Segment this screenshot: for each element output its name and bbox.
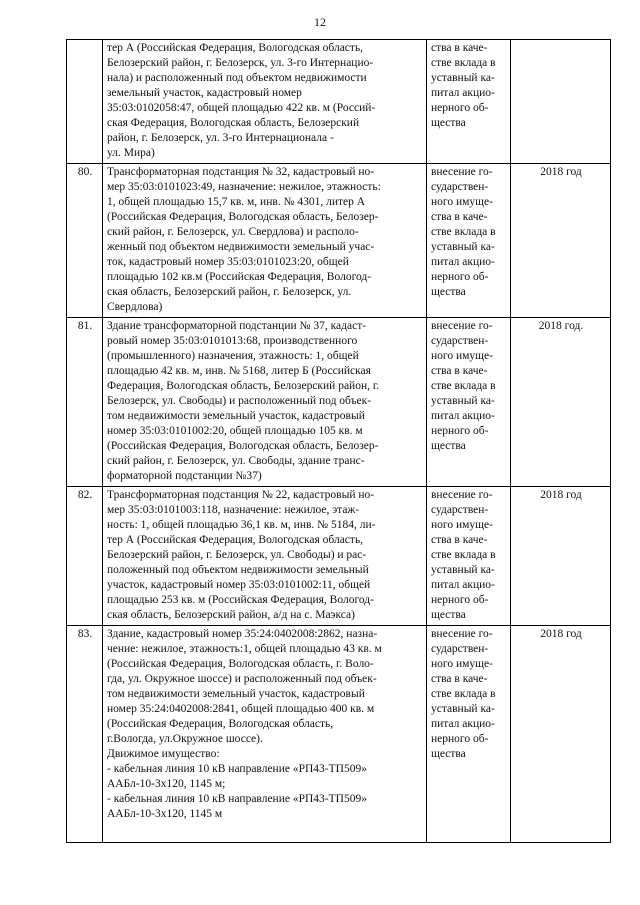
table-row (67, 626, 611, 843)
basis-line: ного имуще- (431, 196, 493, 208)
property-table-body (67, 40, 611, 843)
basis-line: ства в каче- (431, 673, 488, 685)
description-line: Трансформаторная подстанция № 22, кадастровый но- (107, 489, 375, 501)
description-line: нала) и расположенный под объектом недвижимости (107, 72, 367, 84)
description-line: номер 35:24:0402008:2841, общей площадью 400 кв. м (107, 703, 375, 715)
description-line: Здание, кадастровый номер 35:24:0402008:2862, назна- (107, 628, 378, 640)
description-line: Свердлова) (107, 301, 163, 313)
basis-line: ства в каче- (431, 42, 488, 54)
table-row-continuation (67, 40, 611, 164)
basis-line: ного имуще- (431, 350, 493, 362)
description-line: ская Федерация, Вологодская область, Белозерский (107, 117, 360, 129)
basis-line: щества (431, 440, 466, 452)
row-basis (427, 318, 511, 487)
description-line: район, г. Белозерск, ул. 3-го Интернационала - (107, 132, 334, 144)
basis-line: нерного об- (431, 271, 489, 283)
description-line: тер А (Российская Федерация, Вологодская область, (107, 534, 364, 546)
basis-line: щества (431, 117, 466, 129)
basis-line: щества (431, 609, 466, 621)
description-line: ская область, Белозерский район, г. Белозерск, ул. (107, 286, 352, 298)
basis-line: щества (431, 748, 466, 760)
row-description (103, 164, 427, 318)
basis-line: уставный ка- (431, 395, 495, 407)
description-line: гда, ул. Окружное шоссе) и расположенный под объек- (107, 673, 377, 685)
basis-line: ного имуще- (431, 658, 493, 670)
row-description (103, 626, 427, 843)
basis-line: питал акцио- (431, 718, 495, 730)
description-line: (Российская Федерация, Вологодская область, Белозер- (107, 211, 379, 223)
basis-line: питал акцио- (431, 579, 495, 591)
basis-line: сударствен- (431, 335, 489, 347)
description-line: том недвижимости земельный участок, кадастровый (107, 688, 365, 700)
description-line: чение: нежилое, этажность:1, общей площадью 43 кв. м (107, 643, 382, 655)
basis-line: стве вклада в (431, 226, 496, 238)
row-year: 2018 год (511, 487, 611, 626)
basis-line: уставный ка- (431, 72, 495, 84)
description-line: Федерация, Вологодская область, Белозерский район, г. (107, 380, 380, 392)
description-line: ность: 1, общей площадью 36,1 кв. м, инв. № 5184, ли- (107, 519, 376, 531)
description-line: Белозерский район, г. Белозерск, ул. Свободы) и рас- (107, 549, 367, 561)
basis-line: стве вклада в (431, 57, 496, 69)
row-description (103, 487, 427, 626)
basis-line: щества (431, 286, 466, 298)
basis-line: уставный ка- (431, 703, 495, 715)
description-line: площадью 102 кв.м (Российская Федерация, Вологод- (107, 271, 372, 283)
description-line: Движимое имущество: (107, 748, 220, 760)
basis-line: ства в каче- (431, 365, 488, 377)
description-line: мер 35:03:0101003:118, назначение: нежилое, этаж- (107, 504, 360, 516)
row-number (67, 40, 103, 164)
description-line: г.Вологда, ул.Окружное шоссе). (107, 733, 263, 745)
basis-line: нерного об- (431, 733, 489, 745)
description-line: - кабельная линия 10 кВ направление «РП43-ТП509» (107, 793, 367, 805)
description-line: Белозерский район, г. Белозерск, ул. 3-го Интернацио- (107, 57, 374, 69)
basis-line: внесение го- (431, 166, 493, 178)
description-line: 1, общей площадью 15,7 кв. м, инв. № 4301, литер А (107, 196, 366, 208)
description-line: положенный под объектом недвижимости земельный (107, 564, 369, 576)
description-line: форматорной подстанции №37) (107, 470, 262, 482)
table-row (67, 318, 611, 487)
basis-line: внесение го- (431, 489, 493, 501)
description-line: номер 35:03:0101002:20, общей площадью 105 кв. м (107, 425, 363, 437)
row-year: 2018 год (511, 626, 611, 843)
basis-line: питал акцио- (431, 410, 495, 422)
basis-line: уставный ка- (431, 564, 495, 576)
basis-line: стве вклада в (431, 688, 496, 700)
basis-line: ства в каче- (431, 211, 488, 223)
description-line: участок, кадастровый номер 35:03:0101002:11, общей (107, 579, 371, 591)
basis-line: уставный ка- (431, 241, 495, 253)
row-year: 2018 год (511, 164, 611, 318)
description-line: ААБл-10-3х120, 1145 м; (107, 778, 226, 790)
basis-line: внесение го- (431, 628, 493, 640)
row-basis (427, 40, 511, 164)
basis-line: сударствен- (431, 504, 489, 516)
basis-line: питал акцио- (431, 256, 495, 268)
row-number: 83. (67, 626, 103, 843)
basis-line: сударствен- (431, 643, 489, 655)
row-number: 81. (67, 318, 103, 487)
description-line: Здание трансформаторной подстанции № 37, кадаст- (107, 320, 367, 332)
row-number: 82. (67, 487, 103, 626)
description-line: ул. Мира) (107, 147, 155, 159)
description-line: земельный участок, кадастровый номер (107, 87, 302, 99)
row-number: 80. (67, 164, 103, 318)
table-row (67, 487, 611, 626)
description-line: ААБл-10-3х120, 1145 м (107, 808, 223, 820)
basis-line: ного имуще- (431, 519, 493, 531)
basis-line: внесение го- (431, 320, 493, 332)
basis-line: ства в каче- (431, 534, 488, 546)
table-row (67, 164, 611, 318)
row-year (511, 40, 611, 164)
description-line: Белозерск, ул. Свободы) и расположенный под объек- (107, 395, 372, 407)
basis-line: стве вклада в (431, 380, 496, 392)
row-basis (427, 626, 511, 843)
description-line: тер А (Российская Федерация, Вологодская область, (107, 42, 364, 54)
description-line: (Российская Федерация, Вологодская область, Белозер- (107, 440, 379, 452)
description-line: площадью 253 кв. м (Российская Федерация, Вологод- (107, 594, 374, 606)
description-line: (промышленного) назначения, этажность: 1, общей (107, 350, 359, 362)
description-line: ская область, Белозерский район, а/д на с. Маэкса) (107, 609, 355, 621)
row-basis (427, 487, 511, 626)
description-line: мер 35:03:0101023:49, назначение: нежилое, этажность: (107, 181, 381, 193)
row-description (103, 40, 427, 164)
basis-line: нерного об- (431, 425, 489, 437)
description-line: (Российская Федерация, Вологодская область, г. Воло- (107, 658, 374, 670)
row-basis (427, 164, 511, 318)
description-line: 35:03:0102058:47, общей площадью 422 кв. м (Россий- (107, 102, 376, 114)
description-line: - кабельная линия 10 кВ направление «РП43-ТП509» (107, 763, 367, 775)
description-line: (Российская Федерация, Вологодская область, (107, 718, 334, 730)
basis-line: питал акцио- (431, 87, 495, 99)
basis-line: нерного об- (431, 594, 489, 606)
description-line: женный под объектом недвижимости земельный учас- (107, 241, 375, 253)
description-line: ток, кадастровый номер 35:03:0101023:20, общей (107, 256, 349, 268)
description-line: площадью 42 кв. м, инв. № 5168, литер Б (Российская (107, 365, 371, 377)
description-line: том недвижимости земельный участок, кадастровый (107, 410, 365, 422)
description-line: ровый номер 35:03:0101013:68, производственного (107, 335, 358, 347)
description-line: Трансформаторная подстанция № 32, кадастровый но- (107, 166, 375, 178)
description-line: ский район, г. Белозерск, ул. Свободы, здание транс- (107, 455, 365, 467)
row-description (103, 318, 427, 487)
row-year: 2018 год. (511, 318, 611, 487)
description-line: ский район, г. Белозерск, ул. Свердлова) и располо- (107, 226, 359, 238)
basis-line: стве вклада в (431, 549, 496, 561)
basis-line: нерного об- (431, 102, 489, 114)
page-number: 12 (314, 15, 326, 29)
property-table (66, 39, 611, 843)
basis-line: сударствен- (431, 181, 489, 193)
